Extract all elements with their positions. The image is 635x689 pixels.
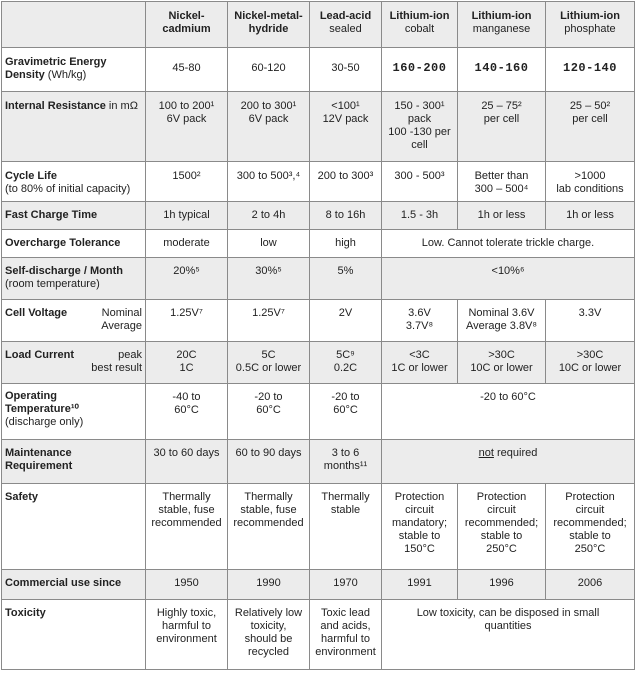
row-overcharge xyxy=(2,230,635,258)
cell: 5C⁹ 0.2C xyxy=(310,342,382,384)
cell: 150 - 300¹ pack 100 -130 per cell xyxy=(382,92,458,162)
cell: >30C 10C or lower xyxy=(546,342,635,384)
row-label: Cycle Life (to 80% of initial capacity) xyxy=(2,162,146,202)
cell: 140-160 xyxy=(458,48,546,92)
cell: 1h or less xyxy=(546,202,635,230)
cell: Protection circuit recommended; stable to 250°C xyxy=(546,484,635,570)
header-row xyxy=(2,2,635,48)
battery-comparison-table xyxy=(1,1,635,670)
cell: <3C 1C or lower xyxy=(382,342,458,384)
cell: Protection circuit recommended; stable to 250°C xyxy=(458,484,546,570)
header-licobalt: Lithium-ion cobalt xyxy=(382,2,458,48)
cell-liion-merged: Low. Cannot tolerate trickle charge. xyxy=(382,230,635,258)
cell: 45-80 xyxy=(146,48,228,92)
cell: Highly toxic, harmful to environment xyxy=(146,600,228,670)
cell: >1000 lab conditions xyxy=(546,162,635,202)
row-label: Fast Charge Time xyxy=(2,202,146,230)
cell: 300 - 500³ xyxy=(382,162,458,202)
cell-liion-merged: Low toxicity, can be disposed in small quantities xyxy=(382,600,635,670)
cell: >30C 10C or lower xyxy=(458,342,546,384)
cell: 200 to 300¹ 6V pack xyxy=(228,92,310,162)
row-label: Cell Voltage Nominal Average xyxy=(2,300,146,342)
cell: 25 – 50² per cell xyxy=(546,92,635,162)
cell: 30%⁵ xyxy=(228,258,310,300)
row-label: Self-discharge / Month (room temperature) xyxy=(2,258,146,300)
row-label: Toxicity xyxy=(2,600,146,670)
cell: -20 to 60°C xyxy=(228,384,310,440)
cell: 160-200 xyxy=(382,48,458,92)
row-maintenance xyxy=(2,440,635,484)
header-leadacid: Lead-acid sealed xyxy=(310,2,382,48)
cell: -40 to 60°C xyxy=(146,384,228,440)
cell: 5C 0.5C or lower xyxy=(228,342,310,384)
cell: Thermally stable, fuse recommended xyxy=(146,484,228,570)
header-nicd: Nickel- cadmium xyxy=(146,2,228,48)
row-label: Overcharge Tolerance xyxy=(2,230,146,258)
row-commercial-since xyxy=(2,570,635,600)
cell: <100¹ 12V pack xyxy=(310,92,382,162)
cell: 1h or less xyxy=(458,202,546,230)
row-cell-voltage xyxy=(2,300,635,342)
row-operating-temp xyxy=(2,384,635,440)
cell: 60 to 90 days xyxy=(228,440,310,484)
cell: Toxic lead and acids, harmful to environment xyxy=(310,600,382,670)
cell: low xyxy=(228,230,310,258)
row-energy-density xyxy=(2,48,635,92)
row-label: Gravimetric Energy Density (Wh/kg) xyxy=(2,48,146,92)
cell: 300 to 500³,⁴ xyxy=(228,162,310,202)
cell: 8 to 16h xyxy=(310,202,382,230)
cell: -20 to 60°C xyxy=(310,384,382,440)
cell: 1.25V⁷ xyxy=(228,300,310,342)
cell: 2V xyxy=(310,300,382,342)
header-corner xyxy=(2,2,146,48)
row-internal-resistance xyxy=(2,92,635,162)
row-self-discharge xyxy=(2,258,635,300)
cell-liion-merged: <10%⁶ xyxy=(382,258,635,300)
cell: 25 – 75² per cell xyxy=(458,92,546,162)
cell: 60-120 xyxy=(228,48,310,92)
row-label: Internal Resistance in mΩ xyxy=(2,92,146,162)
cell: 1.5 - 3h xyxy=(382,202,458,230)
cell: 1500² xyxy=(146,162,228,202)
header-limanganese: Lithium-ion manganese xyxy=(458,2,546,48)
header-liphosphate: Lithium-ion phosphate xyxy=(546,2,635,48)
cell: 120-140 xyxy=(546,48,635,92)
cell: 1h typical xyxy=(146,202,228,230)
row-load-current xyxy=(2,342,635,384)
cell: moderate xyxy=(146,230,228,258)
cell: 5% xyxy=(310,258,382,300)
cell: Thermally stable, fuse recommended xyxy=(228,484,310,570)
cell: Relatively low toxicity, should be recycled xyxy=(228,600,310,670)
cell: 1991 xyxy=(382,570,458,600)
cell: 20%⁵ xyxy=(146,258,228,300)
cell: high xyxy=(310,230,382,258)
header-nimh: Nickel-metal- hydride xyxy=(228,2,310,48)
cell: 200 to 300³ xyxy=(310,162,382,202)
cell: 3.3V xyxy=(546,300,635,342)
row-label: Maintenance Requirement xyxy=(2,440,146,484)
row-toxicity xyxy=(2,600,635,670)
cell: 100 to 200¹ 6V pack xyxy=(146,92,228,162)
cell: Nominal 3.6V Average 3.8V⁸ xyxy=(458,300,546,342)
cell-liion-merged: not required xyxy=(382,440,635,484)
row-cycle-life xyxy=(2,162,635,202)
row-fast-charge xyxy=(2,202,635,230)
cell: 30-50 xyxy=(310,48,382,92)
row-label: Load Current peak best result xyxy=(2,342,146,384)
cell: 2006 xyxy=(546,570,635,600)
cell: 1990 xyxy=(228,570,310,600)
cell: Better than 300 – 500⁴ xyxy=(458,162,546,202)
cell: Protection circuit mandatory; stable to 150°C xyxy=(382,484,458,570)
cell: 1996 xyxy=(458,570,546,600)
row-label: Commercial use since xyxy=(2,570,146,600)
cell: 1970 xyxy=(310,570,382,600)
cell: Thermally stable xyxy=(310,484,382,570)
cell: 3 to 6 months¹¹ xyxy=(310,440,382,484)
row-label: Operating Temperature¹⁰ (discharge only) xyxy=(2,384,146,440)
cell: 2 to 4h xyxy=(228,202,310,230)
cell: 1950 xyxy=(146,570,228,600)
row-safety xyxy=(2,484,635,570)
cell: 3.6V 3.7V⁸ xyxy=(382,300,458,342)
cell: 20C 1C xyxy=(146,342,228,384)
row-label: Safety xyxy=(2,484,146,570)
cell-liion-merged: -20 to 60°C xyxy=(382,384,635,440)
cell: 1.25V⁷ xyxy=(146,300,228,342)
cell: 30 to 60 days xyxy=(146,440,228,484)
